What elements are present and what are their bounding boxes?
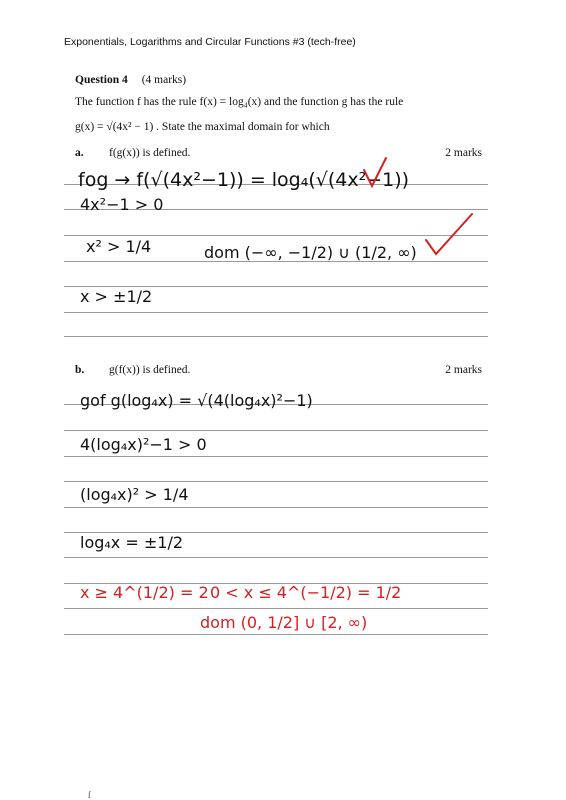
handwriting-b-line-2: 4(log₄x)²−1 > 0 [80, 435, 207, 454]
part-b-marks: 2 marks [445, 364, 482, 376]
part-b-label: b. [75, 364, 85, 376]
handwriting-a-domain: dom (−∞, −1/2) ∪ (1/2, ∞) [204, 243, 417, 262]
question-label: Question 4 [75, 74, 128, 86]
part-a-marks: 2 marks [445, 147, 482, 159]
handwriting-a-line-2: 4x²−1 > 0 [80, 195, 164, 214]
handwriting-b-line-3: (log₄x)² > 1/4 [80, 485, 189, 504]
correction-b-line-3: dom (0, 1/2] ∪ [2, ∞) [200, 613, 368, 632]
handwriting-a-line-3: x² > 1/4 [86, 237, 152, 256]
question-stem-line-2: g(x) = √(4x² − 1) . State the maximal domain for which [75, 121, 330, 133]
question-stem-line-1: The function f has the rule f(x) = log₄(x) and the function g has the rule [75, 96, 404, 108]
part-b-text: g(f(x)) is defined. [109, 364, 191, 376]
part-a-label: a. [75, 147, 84, 159]
handwriting-a-line-1: fog → f(√(4x²−1)) = log₄(√(4x²−1)) [78, 169, 410, 191]
question-marks: (4 marks) [141, 74, 187, 86]
handwriting-b-line-1: gof g(log₄x) = √(4(log₄x)²−1) [80, 391, 313, 410]
handwriting-a-line-5: x > ±1/2 [80, 287, 153, 306]
correction-b-line-1: x ≥ 4^(1/2) = 2 [80, 583, 209, 602]
part-a-text: f(g(x)) is defined. [109, 147, 191, 159]
tick-icon [426, 214, 472, 254]
handwriting-b-line-4: log₄x = ±1/2 [80, 533, 184, 552]
correction-b-line-2: 0 < x ≤ 4^(−1/2) = 1/2 [210, 583, 402, 602]
footer-mark: ſ [88, 790, 91, 800]
page-header: Exponentials, Logarithms and Circular Functions #3 (tech-free) [64, 36, 356, 48]
